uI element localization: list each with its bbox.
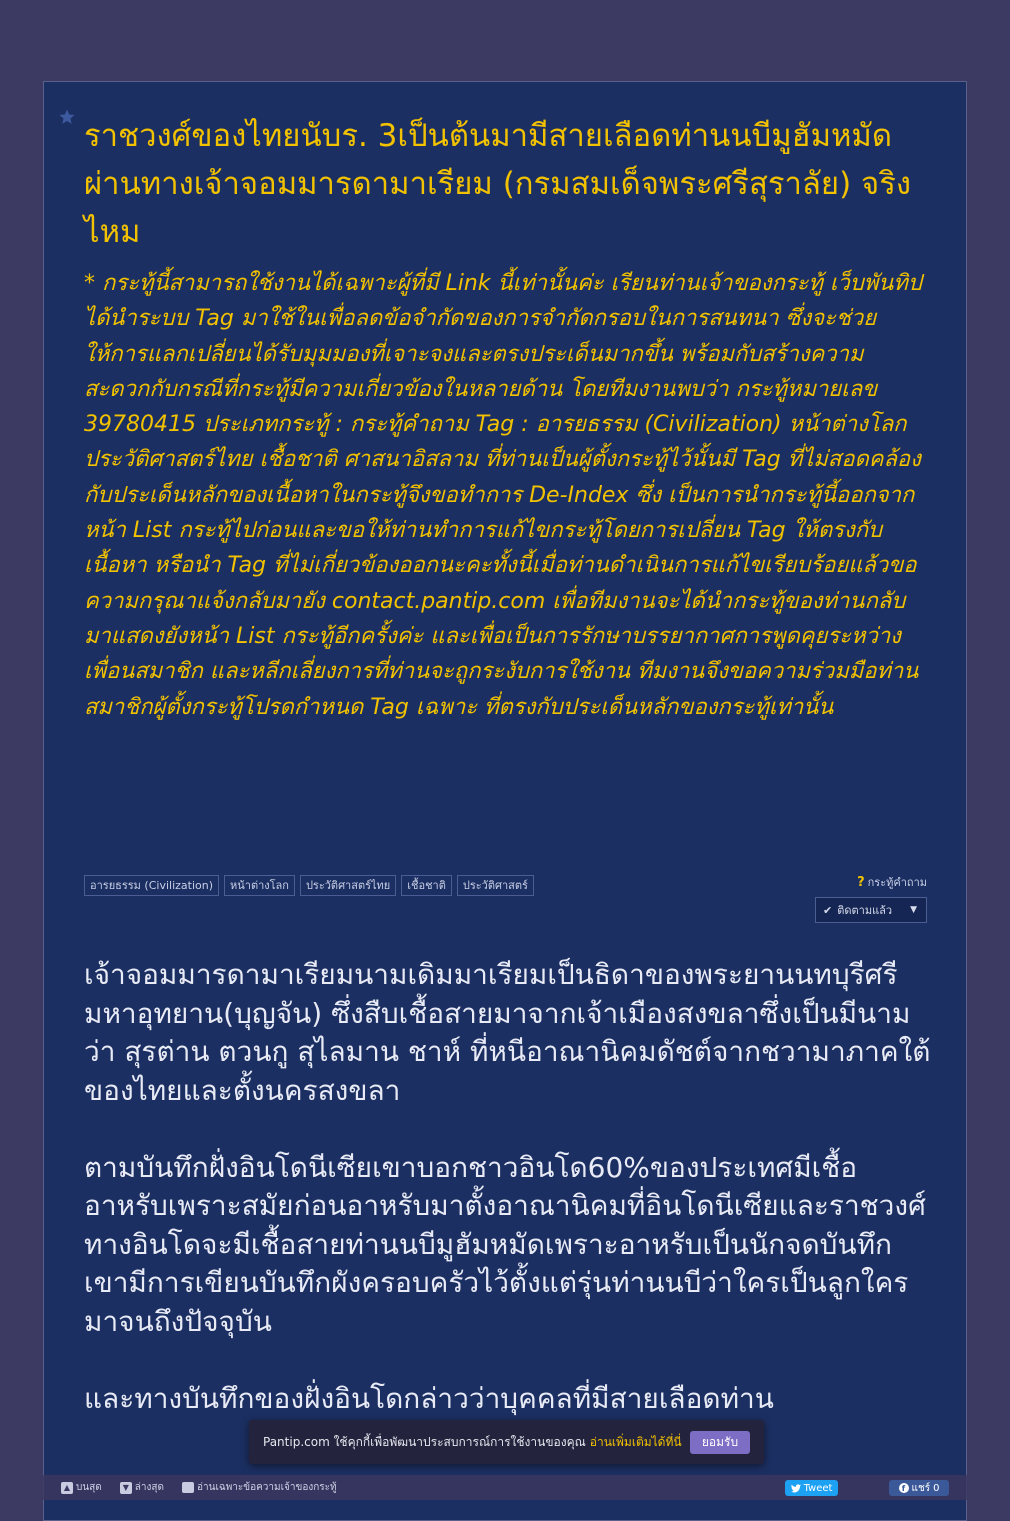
caret-down-icon: ▼ [910, 905, 917, 915]
tag-item[interactable]: เชื้อชาติ [401, 875, 452, 896]
tweet-button[interactable] [785, 1480, 838, 1496]
facebook-share-button[interactable] [889, 1480, 949, 1496]
tag-item[interactable]: หน้าต่างโลก [224, 875, 295, 896]
topic-type [857, 873, 927, 891]
arrow-down-icon: ▼ [120, 1482, 132, 1494]
question-mark-icon: ? [857, 874, 865, 890]
reply-icon [182, 1482, 194, 1493]
scroll-top-button[interactable] [61, 1480, 102, 1495]
scroll-bottom-label: ล่างสุด [134, 1482, 165, 1493]
topic-title: ราชวงศ์ของไทยนับร. 3เป็นต้นมามีสายเลือดท่านนบีมูฮัมหมัดผ่านทางเจ้าจอมมารดามาเรียม (กรมสมเด็จพระศรีสุราลัย) จริงไหม [84, 118, 911, 250]
check-icon: ✔ [823, 903, 833, 917]
topic-body [84, 956, 934, 1457]
owner-replies-button[interactable] [182, 1480, 337, 1495]
de-index-notice: * กระทู้นี้สามารถใช้งานได้เฉพาะผู้ที่มี Link นี้เท่านั้นค่ะ เรียนท่านเจ้าของกระทู้ เว็บพันทิปได้นำระบบ Tag มาใช้ในเพื่อลดข้อจำกัดของการจำกัดกรอบในการสนทนา ซึ่งจะช่วยให้การแลกเปลี่ยนได้รับมุมมองที่เจาะจงและตรงประเด็นมากขึ้น พร้อมกับสร้างความสะดวกกับกรณีที่กระทู้มีความเกี่ยวข้องในหลายด้าน โดยทีมงานพบว่า กระทู้หมายเลข 39780415 ประเภทกระทู้ : กระทู้คำถาม Tag : อารยธรรม (Civilization) หน้าต่างโลก ประวัติศาสตร์ไทย เชื้อชาติ ศาสนาอิสลาม ที่ท่านเป็นผู้ตั้งกระทู้ไว้นั้นมี Tag ที่ไม่สอดคล้องกับประเด็นหลักของเนื้อหาในกระทู้จึงขอทำการ De-Index ซึ่ง เป็นการนำกระทู้นี้ออกจากหน้า List กระทู้ไปก่อนและขอให้ท่านทำการแก้ไขกระทู้โดยการเปลี่ยน Tag ให้ตรงกับเนื้อหา หรือนำ Tag ที่ไม่เกี่ยวข้องออกนะคะทั้งนี้เมื่อท่านดำเนินการแก้ไขเรียบร้อยแล้วขอความกรุณาแจ้งกลับมายัง contact.pantip.com เพื่อทีมงานจะได้นำกระทู้ของท่านกลับมาแสดงยังหน้า List กระทู้อีกครั้งค่ะ และเพื่อเป็นการรักษาบรรยากาศการพูดคุยระหว่างเพื่อนสมาชิก และหลีกเลี่ยงการที่ท่านจะถูกระงับการใช้งาน ทีมงานจึงขอความร่วมมือท่านสมาชิกผู้ตั้งกระทู้โปรดกำหนด Tag เฉพาะ ที่ตรงกับประเด็นหลักของกระทู้เท่านั้น [84, 271, 922, 720]
topic-card [43, 81, 967, 1521]
arrow-up-icon: ▲ [61, 1482, 73, 1494]
cookie-accept-button[interactable]: ยอมรับ [690, 1431, 750, 1454]
cookie-message: Pantip.com ใช้คุกกี้เพื่อพัฒนาประสบการณ์การใช้งานของคุณ [263, 1434, 586, 1449]
share-count: 0 [933, 1482, 940, 1494]
body-paragraph: เจ้าจอมมารดามาเรียมนามเดิมมาเรียมเป็นธิดาของพระยานนทบุรีศรีมหาอุทยาน(บุญจัน) ซึ่งสืบเชื้อสายมาจากเจ้าเมืองสงขลาซึ่งเป็นมีนามว่า สุรต่าน ตวนกู สุไลมาน ชาห์ ที่หนีอาณานิคมดัชต์จากชวามาภาคใต้ของไทยและตั้งนครสงขลา [84, 958, 931, 1107]
tag-item[interactable]: ประวัติศาสตร์ไทย [300, 875, 396, 896]
tag-item[interactable]: อารยธรรม (Civilization) [84, 875, 219, 896]
scroll-bottom-button[interactable] [120, 1480, 164, 1495]
twitter-bird-icon [791, 1484, 801, 1493]
scroll-top-label: บนสุด [76, 1482, 102, 1493]
facebook-icon: f [899, 1483, 909, 1493]
follow-button-label: ติดตามแล้ว [837, 904, 893, 917]
topic-type-label: กระทู้คำถาม [867, 876, 927, 889]
tag-item[interactable]: ประวัติศาสตร์ [457, 875, 534, 896]
cookie-read-more-link[interactable]: อ่านเพิ่มเติมได้ที่นี่ [589, 1434, 682, 1449]
owner-replies-label: อ่านเฉพาะข้อความเจ้าของกระทู้ [197, 1482, 337, 1493]
follow-button[interactable] [815, 897, 927, 923]
bottom-toolbar [43, 1475, 967, 1500]
cookie-consent-bar [249, 1420, 764, 1464]
star-icon[interactable] [58, 108, 76, 126]
body-paragraph: ตามบันทึกฝั่งอินโดนีเซียเขาบอกชาวอินโด60%ของประเทศมีเชื้ออาหรับเพราะสมัยก่อนอาหรับมาตั้งอาณานิคมที่อินโดนีเซียและราชวงศ์ทางอินโดจะมีเชื้อสายท่านนบีมูฮัมหมัดเพราะอาหรับเป็นนักจดบันทึกเขามีการเขียนบันทึกผังครอบครัวไว้ตั้งแต่รุ่นท่านนบีว่าใครเป็นลูกใครมาจนถึงปัจจุบัน [84, 1150, 926, 1338]
tweet-label: Tweet [803, 1482, 833, 1494]
tag-list [84, 875, 534, 896]
body-paragraph: และทางบันทึกของฝั่งอินโดกล่าวว่าบุคคลที่มีสายเลือดท่าน [84, 1381, 774, 1415]
share-label: แชร์ [911, 1482, 931, 1494]
